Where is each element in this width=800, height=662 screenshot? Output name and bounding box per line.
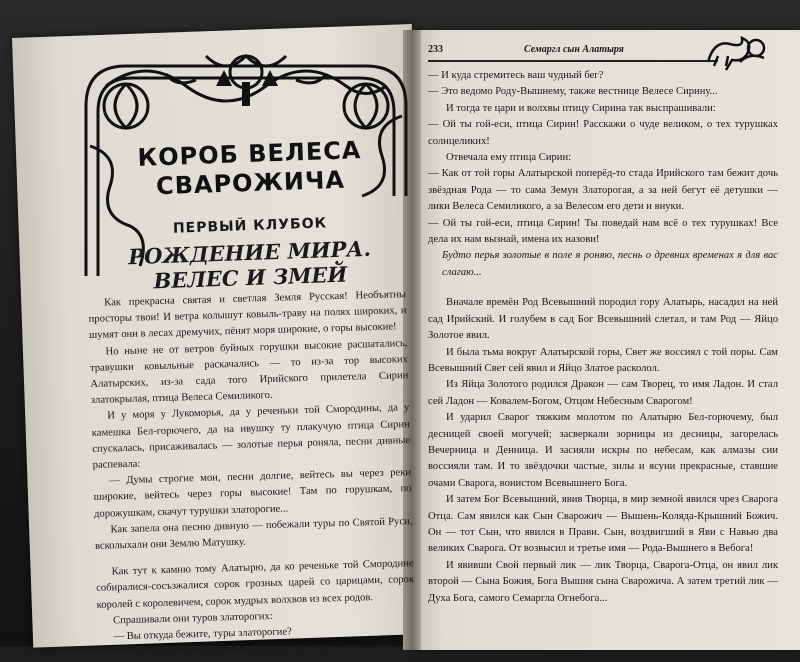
paragraph: — И куда стремитесь ваш чудный бег? bbox=[428, 70, 604, 81]
chapter-heading bbox=[110, 136, 390, 294]
paragraph: Как тут к камню тому Алатырю, да ко реченьке той Смородине собиралися-сосъзжалися сорок грозных царей со царицами, сорок королей с королевичем, сорок мудрых волхвов из всех родов. bbox=[96, 558, 415, 611]
paragraph: Как прекрасна святая и светлая Земля Русская! Необъятны просторы твои! И ветра колышут ковыль-траву на полях широких, и шумят они в лесах дремучих, пёнят моря широкие, о горы высокие! bbox=[88, 289, 407, 342]
right-page-text bbox=[428, 68, 778, 607]
paragraph: Но ныне не от ветров буйных горушки высокие расшатались, травушки ковыльные раскачались — то из-за тор высоких Алатырских, из-за сада того Ирийского прилетела Сирин златокрылая, птица Велеса Семиликого. bbox=[89, 337, 409, 407]
paragraph: И затем Бог Всевышний, явив Творца, в мир земной явился чрез Сварога Отца. Сам явился как Сын Сварожич — Вышень-Коляда-Крышний Божич. Он — тот Сын, что явился в Прави. Сын, воздвигший в Яви с Навью два великих Сварога. От возвысил и третье имя — Рода-Вышнего в Вебога! bbox=[428, 494, 778, 555]
paragraph: И тогда те цари и волхвы птицу Сирина так выспрашивали: bbox=[446, 102, 716, 114]
running-head-title: Семаргл сын Алатыря bbox=[524, 44, 624, 55]
paragraph: Как запела она песню дивную — побежали туры по Святой Руси, всколыхали они Землю Матушку. bbox=[94, 515, 413, 552]
paragraph: И была тьма вокруг Алатырской горы, Свет же воссиял с той поры. Сам Всевышний Свет сей явил и Яйцо Златое расколол. bbox=[428, 346, 778, 374]
paragraph: Вначале времён Род Всевышний породил гору Алатырь, насадил на ней сад Ирийский. И голубем в сад Бог Всевышний слетал, и там Род — Яйцо Золотое явил. bbox=[428, 297, 778, 342]
paragraph: И явивши Свой первый лик — лик Творца, Сварога-Отца, он явил лик второй — Сына Божия, Бога Вышня сына Сварожича. А затем третий лик — Духа Бога, самого Семаргла Огнебога... bbox=[428, 559, 778, 604]
chapter-subtitle: ПЕРВЫЙ КЛУБОК bbox=[172, 215, 328, 237]
paragraph: — Как от той горы Алатырской поперёд-то стада Ирийского там бежит дочь звёздная Рода — то сама Земун Златорогая, а за ней бегут её детушки — лики Велеса Семиликого, а за Велесом его дети и внуки. bbox=[428, 168, 778, 213]
italic-verse: Будто перья золотые в поле я роняю, песнь о древних временах я для вас слагаю... bbox=[442, 250, 778, 278]
paragraph: И у моря у Лукоморья, да у реченьки той Смородины, да у камешка Бел-горючего, да на ивушку ту плакучую птица Сирин спускалась, присаживалась — золотые перья роняла, песни дивные распевала: bbox=[91, 402, 411, 471]
paragraph: Из Яйца Золотого родился Дракон — сам Творец, то имя Ладон. И стал сей Ладон — Ковалем-Богом, Отцом Небесным Сварогом! bbox=[428, 379, 778, 407]
chapter-title: КОРОБ ВЕЛЕСА СВАРОЖИЧА bbox=[137, 136, 362, 201]
left-page-text bbox=[88, 287, 416, 662]
paragraph: — Мы бежим от сада Ирийского, да от той горы Алатырской... bbox=[113, 639, 398, 659]
paragraph: Отвечала ему птица Сирин: bbox=[446, 152, 572, 164]
paragraph: — Ой ты гой-еси, птица Сирин! Расскажи о чуде великом, о тех турушках солнцеликих! bbox=[428, 119, 778, 147]
paragraph: Спрашивали они туров златорогих: bbox=[112, 610, 273, 627]
header-rule bbox=[428, 60, 718, 62]
page-number: 233 bbox=[428, 44, 443, 55]
paragraph: И ударил Сварог тяжким молотом по Алатырю Бел-горючему, был десницей своей могучей; засверкали зорницы из десницы, загорелась Вечерница и Денница. И засияли искры по небесам, как алмазы сии воссияли там. И то звёздочки частые, зилы и ясуни прекрасные, ставшие очами Сварога, вонистом Всевышнего Бога. bbox=[428, 412, 778, 489]
beast-ornament-icon bbox=[700, 32, 770, 72]
paragraph: — Вы откуда бежите, туры златорогие? bbox=[113, 626, 292, 643]
paragraph: — Это ведомо Роду-Вышнему, также вестнице Велесе Сирину... bbox=[428, 86, 718, 98]
paragraph: — Думы строгие мои, песни долгие, вейтесь вы через реки широкие, вейтесь через горы высокие! Там по горушкам, по дорожушкам, скачут турушки златорогие... bbox=[93, 467, 412, 520]
paragraph: — Ой ты гой-еси, птица Сирин! Ты поведай нам всё о тех турушках! Все дела их нам вызнай, имена их назови! bbox=[428, 217, 778, 246]
section-title: РОЖДЕНИЕ МИРА. ВЕЛЕС И ЗМЕЙ bbox=[127, 235, 372, 294]
